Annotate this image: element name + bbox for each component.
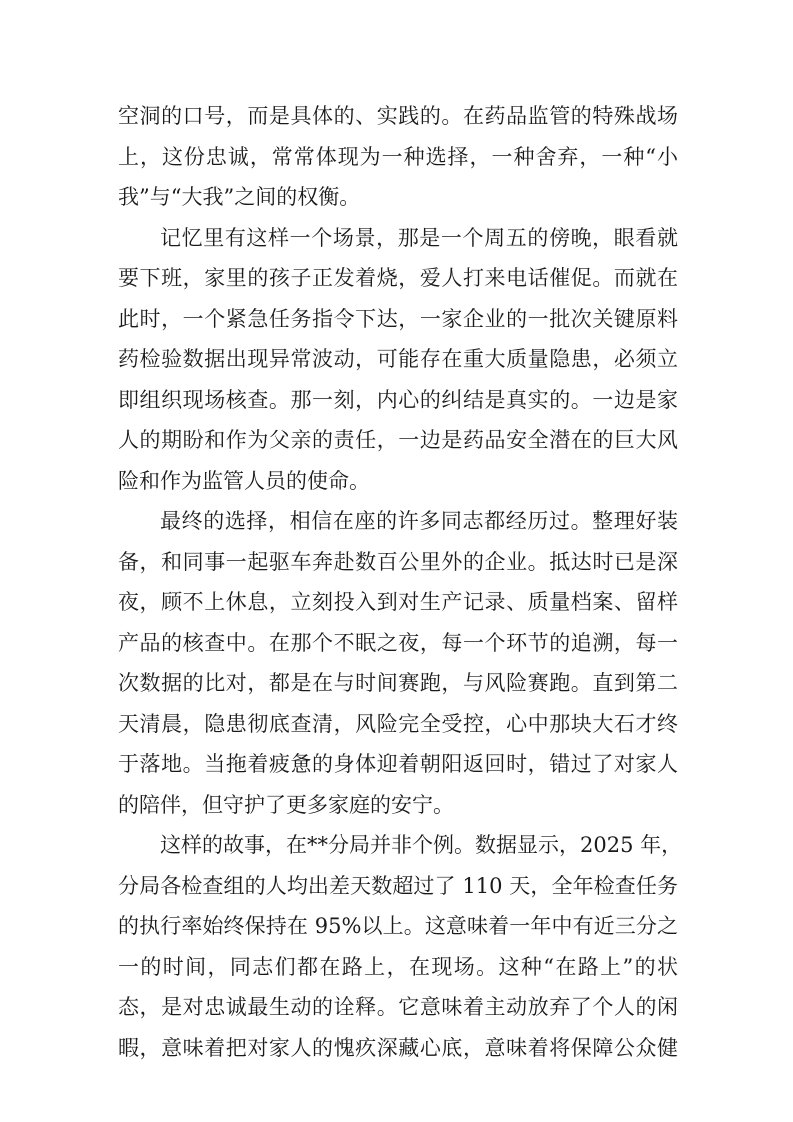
text-line: 最终的选择，相信在座的许多同志都经历过。整理好装: [160, 509, 678, 533]
text-line: 即组织现场核查。那一刻，内心的纠结是真实的。一边是家: [118, 387, 678, 412]
paragraph: [118, 501, 678, 825]
document-body: [118, 96, 683, 1068]
text-line: 夜，顾不上休息，立刻投入到对生产记录、质量档案、留样: [118, 590, 678, 614]
text-line: 暇，意味着把对家人的愧疚深藏心底，意味着将保障公众健: [118, 1035, 678, 1060]
text-line: 次数据的比对，都是在与时间赛跑，与风险赛跑。直到第二: [118, 671, 678, 695]
text-line: 此时，一个紧急任务指令下达，一家企业的一批次关键原料: [118, 306, 678, 331]
text-line: 的陪伴，但守护了更多家庭的安宁。: [118, 792, 454, 817]
text-line: 药检验数据出现异常波动，可能存在重大质量隐患，必须立: [118, 347, 678, 371]
text-line: 分局各检查组的人均出差天数超过了 110 天，全年检查任务: [118, 873, 678, 898]
text-line: 人的期盼和作为父亲的责任，一边是药品安全潜在的巨大风: [118, 428, 678, 452]
text-line: 我”与“大我”之间的权衡。: [118, 185, 361, 209]
text-line: 一的时间，同志们都在路上，在现场。这种“在路上”的状: [118, 954, 678, 979]
text-line: 上，这份忠诚，常常体现为一种选择，一种舍弃，一种“小: [118, 144, 678, 169]
text-line: 于落地。当拖着疲惫的身体迎着朝阳返回时，错过了对家人: [118, 752, 678, 776]
text-line: 险和作为监管人员的使命。: [118, 468, 370, 493]
text-line: 这样的故事，在**分局并非个例。数据显示，2025 年，: [160, 833, 683, 857]
text-line: 的执行率始终保持在 95%以上。这意味着一年中有近三分之: [118, 914, 678, 938]
text-line: 产品的核查中。在那个不眠之夜，每一个环节的追溯，每一: [118, 630, 678, 655]
text-line: 要下班，家里的孩子正发着烧，爱人打来电话催促。而就在: [118, 266, 678, 290]
text-line: 态，是对忠诚最生动的诠释。它意味着主动放弃了个人的闲: [118, 995, 678, 1019]
text-line: 天清晨，隐患彻底查清，风险完全受控，心中那块大石才终: [118, 711, 678, 736]
paragraph: [118, 96, 678, 218]
text-line: 备，和同事一起驱车奔赴数百公里外的企业。抵达时已是深: [118, 549, 678, 574]
text-line: 记忆里有这样一个场景，那是一个周五的傍晚，眼看就: [160, 225, 678, 250]
paragraph: [118, 825, 683, 1068]
text-line: 空洞的口号，而是具体的、实践的。在药品监管的特殊战场: [118, 104, 678, 128]
paragraph: [118, 218, 678, 502]
